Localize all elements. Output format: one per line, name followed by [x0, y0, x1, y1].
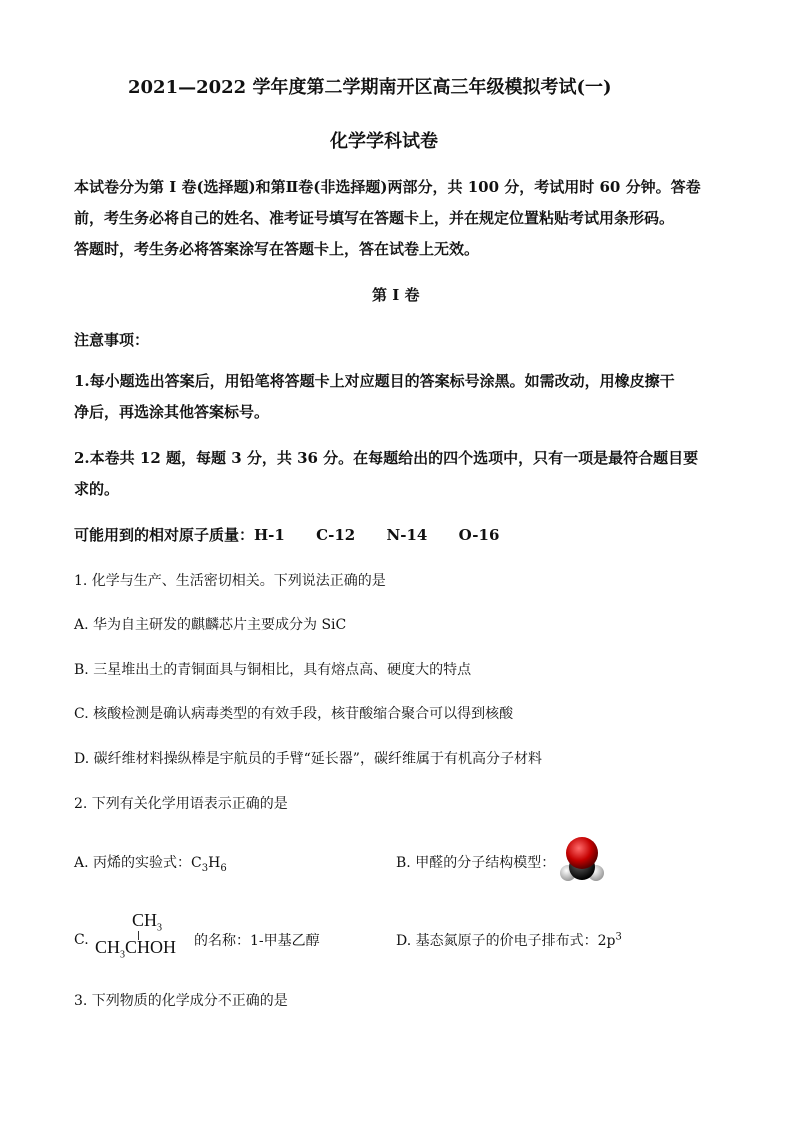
question-1-option-b: B. 三星堆出土的青铜面具与铜相比，具有熔点高、硬度大的特点 — [74, 662, 472, 678]
question-2-option-c-name: 的名称：1-甲基乙醇 — [194, 933, 320, 949]
question-1-option-c: C. 核酸检测是确认病毒类型的有效手段，核苷酸缩合聚合可以得到核酸 — [74, 706, 514, 722]
note-1-line-1: 1.每小题选出答案后，用铅笔将答题卡上对应题目的答案标号涂黑。如需改动，用橡皮擦干 — [74, 372, 675, 390]
exam-title: 2021—2022 学年度第二学期南开区高三年级模拟考试(一) — [128, 77, 612, 98]
intro-line-3: 答题时，考生务必将答案涂写在答题卡上，答在试卷上无效。 — [74, 240, 480, 258]
note-item-2 — [74, 443, 724, 505]
question-2-option-a: A. 丙烯的实验式：$C_3H_6$ — [74, 855, 227, 874]
note-2-line-1: 2.本卷共 12 题，每题 3 分，共 36 分。在每题给出的四个选项中，只有一项是最符合题目要 — [74, 449, 699, 467]
alcohol-formula: $CH_3CHOH$ — [95, 937, 177, 961]
question-2-option-c-label: C. — [74, 932, 89, 948]
methyl-group-formula: $CH_3$ — [132, 910, 163, 934]
formaldehyde-model-icon — [560, 836, 604, 886]
question-1-option-a: A. 华为自主研发的麒麟芯片主要成分为 SiC — [74, 617, 347, 633]
question-2-option-d: D. 基态氮原子的价电子排布式：$2p^3$ — [396, 931, 622, 949]
subject-title: 化学学科试卷 — [330, 131, 438, 152]
intro-paragraph — [74, 172, 724, 265]
intro-line-2: 前，考生务必将自己的姓名、准考证号填写在答题卡上，并在规定位置粘贴考试用条形码。 — [74, 209, 675, 227]
note-item-1 — [74, 366, 724, 428]
question-3-stem: 3. 下列物质的化学成分不正确的是 — [74, 993, 288, 1009]
question-1-stem: 1. 化学与生产、生活密切相关。下列说法正确的是 — [74, 573, 386, 589]
notes-heading: 注意事项： — [74, 331, 150, 349]
question-2-stem: 2. 下列有关化学用语表示正确的是 — [74, 796, 288, 812]
atomic-masses: 可能用到的相对原子质量：H-1 C-12 N-14 O-16 — [74, 526, 500, 544]
note-1-line-2: 净后，再选涂其他答案标号。 — [74, 403, 270, 421]
intro-line-1: 本试卷分为第 I 卷(选择题)和第Ⅱ卷(非选择题)两部分，共 100 分，考试用时 60 分钟。答卷 — [74, 178, 701, 196]
note-2-line-2: 求的。 — [74, 480, 120, 498]
question-2-option-b: B. 甲醛的分子结构模型： — [396, 855, 556, 871]
question-1-option-d: D. 碳纤维材料操纵棒是宇航员的手臂“延长器”，碳纤维属于有机高分子材料 — [74, 751, 542, 767]
section-title: 第 I 卷 — [372, 286, 420, 304]
